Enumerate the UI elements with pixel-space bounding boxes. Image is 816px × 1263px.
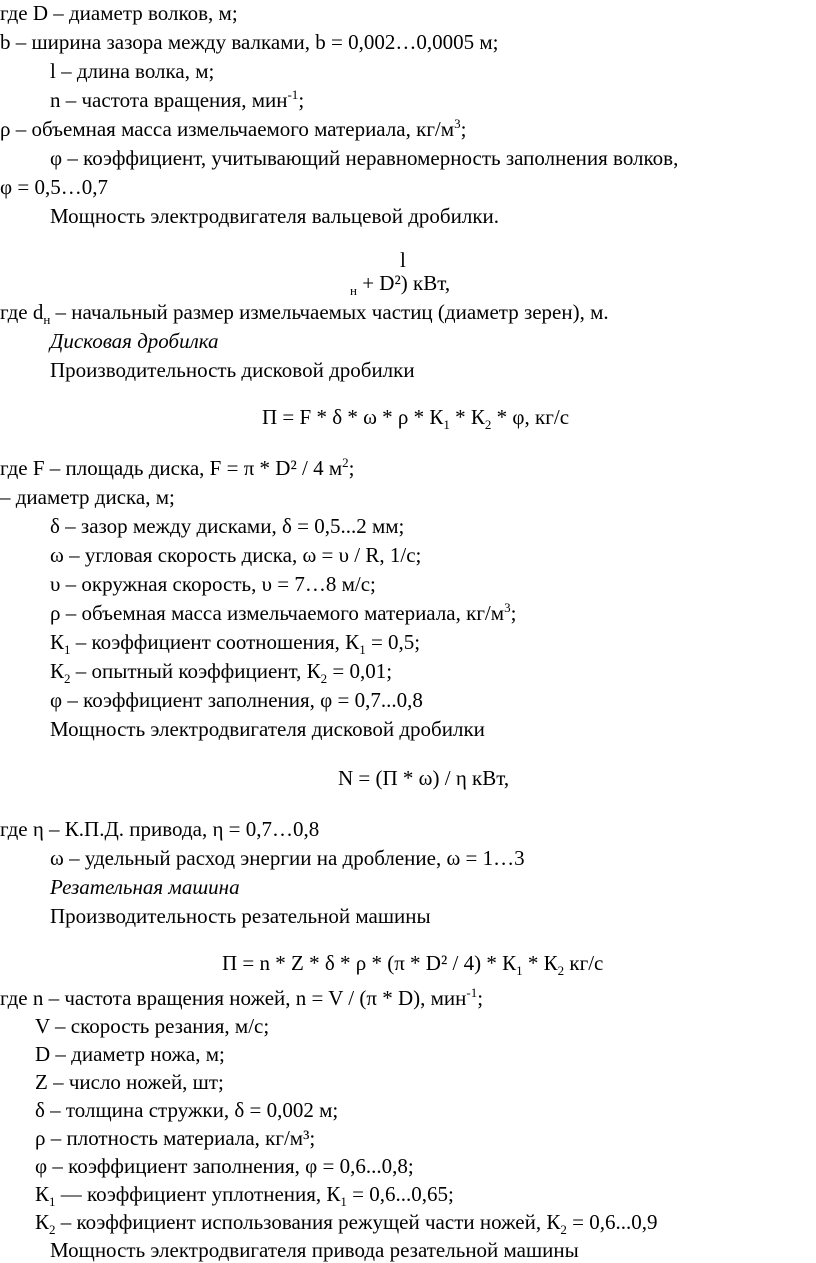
line-z-knife-count: Z – число ножей, шт; [35,1070,224,1094]
line-disc-power-caption: Мощность электродвигателя дисковой дробилки [50,717,485,741]
line-omega-energy: ω – удельный расход энергии на дробление, ω = 1…3 [50,846,525,870]
line-delta-chip: δ – толщина стружки, δ = 0,002 м; [35,1098,339,1122]
line-cutting-productivity: Производительность резательной машины [50,904,431,928]
line-n-frequency: n – частота вращения, мин$^{-1}$; [50,87,305,112]
line-k2-experimental: $К_2$ – опытный коэффициент, $К_2 = 0,01$; [50,659,393,687]
formula-disc-productivity: $П = F * \delta * \omega * \rho * К_1 * К_2 * \varphi$, кг/с [262,405,570,433]
line-upsilon-speed: υ – окружная скорость, υ = 7…8 м/с; [50,572,376,596]
line-d-diameter: где D – диаметр волков, м; [0,1,238,25]
line-rho-density-2: ρ – объемная масса измельчаемого материала, $кг/м^3$; [50,600,517,625]
line-rho-material: ρ – плотность материала, кг/м³; [35,1126,316,1150]
line-k2-usage: $К_2$ – коэффициент использования режущей части ножей, $К_2 = 0,6...0,9$ [35,1210,658,1238]
line-b-gap: b – ширина зазора между валками, b = 0,002…0,0005 м; [0,30,499,54]
line-delta-gap: δ – зазор между дисками, δ = 0,5...2 мм; [50,514,405,538]
formula-cutting-productivity: $П = n * Z * \delta * \rho * (\pi * D^2 / 4) * К_1 * К_2$ кг/с [222,951,604,979]
line-phi-fill: φ – коэффициент заполнения, φ = 0,7...0,8 [50,688,423,712]
line-disc-productivity: Производительность дисковой дробилки [50,358,415,382]
line-v-cutting-speed: V – скорость резания, м/с; [35,1014,270,1038]
line-f-area: где F – площадь диска, F = π * D² / 4 $м^2$; [0,455,355,480]
formula-disc-power: N = (П * ω) / η кВт, [338,766,510,790]
line-n-knife-frequency: где n – частота вращения ножей, n = V / (π * D), мин$^{-1}$; [0,985,484,1010]
formula1-body: $_н$ + D²) кВт, [350,271,451,299]
line-phi-coefficient: φ – коэффициент, учитывающий неравномерность заполнения волков, [50,146,679,170]
line-l-length: l – длина волка, м; [50,59,215,83]
heading-cutting-machine: Резательная машина [50,875,240,899]
line-k1-ratio: $К_1$ – коэффициент соотношения, $К_1 = 0,5$; [50,630,421,658]
line-disc-diameter: – диаметр диска, м; [0,485,175,509]
line-eta-efficiency: где η – К.П.Д. привода, η = 0,7…0,8 [0,817,320,841]
line-rho-density: ρ – объемная масса измельчаемого материала, $кг/м^3$; [0,116,467,141]
line-k1-compaction: $К_1$ — коэффициент уплотнения, $К_1 = 0,6...0,65$; [35,1182,454,1210]
line-phi-range: φ = 0,5…0,7 [0,175,108,199]
line-dn-particle-size: где $d_н$ – начальный размер измельчаемых частиц (диаметр зерен), м. [0,300,609,328]
line-phi-fill-2: φ – коэффициент заполнения, φ = 0,6...0,8; [35,1154,414,1178]
line-omega-angular: ω – угловая скорость диска, ω = υ / R, 1/с; [50,543,422,567]
formula1-numerator: l [400,248,406,272]
line-cutting-power-caption: Мощность электродвигателя привода резательной машины [50,1238,579,1262]
line-roller-power-caption: Мощность электродвигателя вальцевой дробилки. [50,204,500,228]
line-d-knife-diameter: D – диаметр ножа, м; [35,1042,225,1066]
heading-disc-crusher: Дисковая дробилка [50,329,219,353]
